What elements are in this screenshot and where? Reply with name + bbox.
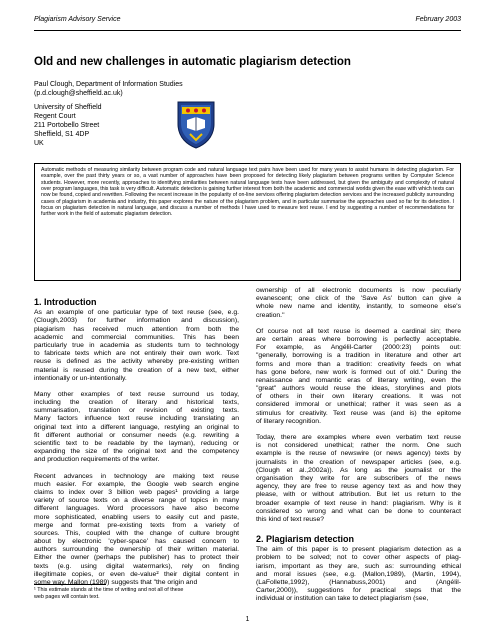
abstract-box: Automatic methods of measuring similarity between program code and natural language text pairs have been used for many years to assist humans in detecting plagiarism. For example, over the past thirty years or so, a vast number of approaches have been proposed for detecting likely plagiarism between programs written by Computer Science students. However, more recently, approaches to identifying similarities between natural language texts have been addressed, but given the ambiguity and complexity of natural over program languages, this task is very difficult. Automatic detection is gaining further interest from both the academic and commercial worlds given the ease with which texts can now be found, copied and rewritten. Following the recent increase in the popularity of on-line services offering plagiarism detection services and the increased publicity surrounding cases of plagiarism in academia and industry, this paper explores the nature of the plagiarism problem, and in particular summarise the approaches used so far for its detection. I focus on plagiarism detection in natural language, and discuss a number of methods I have used to measure text reuse. I end by suggesting a number of recommendations for further work in the field of automatic plagiarism detection. [34,163,461,281]
text-line: academic and commercial communities. This has been [34,333,239,341]
text-line: considered so wrong and what can be done to counteract [256,507,461,515]
text-line: claims to index over 3 billion web pages¹ providing a large [34,488,239,496]
text-line: variety of source texts on a diverse range of topics in many [34,497,239,505]
text-line: about by electronic 'cyber-space' has caused concern to [34,538,239,546]
text-line: please, with or without attribution. But let us return to the [256,491,461,499]
author-email: (p.d.clough@sheffield.ac.uk) [34,90,123,97]
text-line: summarisation, translation or revision of existing texts. [34,407,239,415]
text-line: For example, as Angélil-Carter (2000:23) points out: [256,344,461,352]
body-paragraph [256,328,461,426]
text-line: example is the reuse of newswire (or news agency) texts by [256,450,461,458]
text-line: particularly true in academia as students turn to technology [34,341,239,349]
text-line: As an example of one particular type of text reuse (see, e.g. [34,309,239,317]
paper-title: Old and new challenges in automatic plagiarism detection [34,56,351,68]
body-paragraph [256,434,461,524]
text-line: fit different authorial or consumer needs (e.g. rewriting a [34,431,239,439]
text-line: Many factors influence text reuse including translating an [34,415,239,423]
text-line: much easier. For example, the Google web search engine [34,480,239,488]
header-rule [34,30,461,31]
body-paragraph [256,546,461,603]
text-line: to fabricate texts which are not entirely their own work. Text [34,350,239,358]
text-line: creation." [256,311,285,319]
text-line: agency, they are free to reuse agency text as and how they [256,483,461,491]
text-line: whole new name and identity, instantly, to someone else's [256,303,461,311]
section-heading-plagiarism-detection: 2. Plagiarism detection [256,534,355,545]
text-line: evanescent; one click of the 'Save As' button can give a [256,295,461,303]
text-line: original text into a different language, restyling an original to [34,423,239,431]
text-line: Today, there are examples where even verbatim text reuse [256,434,461,441]
text-line: (LaFollette,1992), (Hannabuss,2001) and (Angélil- [256,579,461,587]
text-line: plagiarism has received much attention from both the [34,325,239,333]
body-paragraph [34,391,239,465]
text-line: journalists in the creation of newspaper articles (see, e.g. [256,458,461,466]
text-line: Recent advances in technology are making text reuse [34,472,239,480]
text-line: (Clough et al.,2002a)). As long as the journalist or the [256,466,461,474]
text-line: organisation they write for are subscribers of the news [256,474,461,482]
text-line: ownership of all electronic documents is now peculiarly [256,287,461,294]
footnote [34,587,234,601]
text-line: scientific text to be readable by the layman), reducing or [34,440,239,448]
text-line: authors surrounding the ownership of their written material. [34,546,239,554]
text-line: more sophisticated, enabling users to easily cut and paste, [34,513,239,521]
text-line: Many other examples of text reuse surround us today, [34,390,239,398]
text-line: "generally, borrowing is a tradition in literature and other art [256,352,461,360]
text-line: Carter,2000)), suggestions for practical steps that the [256,587,461,595]
text-line: "great" authors would reuse the ideas, storylines and plots [256,385,461,393]
running-header-left: Plagiarism Advisory Service [34,16,121,23]
text-line: has gone before, new work is formed out of old." During the [256,368,461,376]
footnote-line: ¹ This estimate stands at the time of writing and not all of these [34,587,184,593]
text-line: intentionally or un-intentionally. [34,374,127,382]
affiliation-block [34,103,102,148]
text-line: forms and more than a tradition: creativity feeds on what [256,360,461,368]
text-line: stimulus for creativity. Text reuse was (and is) the epitome [256,409,461,417]
text-line: broader example of text reuse in hand: plagiarism. Why is it [256,499,461,507]
text-line: and production requirements of the writer. [34,456,160,464]
running-header [34,16,461,28]
text-line: Either the owner (perhaps the publisher) has to protect their [34,554,239,562]
text-line: including the creation of literary and historical texts, [34,399,239,407]
affiliation-line: 211 Portobello Street [34,122,100,129]
text-line: is not considered unethical; rather the norm. One such [256,442,461,450]
footnote-line: web pages will contain text. [34,594,100,600]
right-column [256,287,461,612]
affiliation-line: University of Sheffield [34,104,102,111]
text-line: individual or institution can take to detect plagiarism (see, [256,595,429,603]
text-line: considered immoral or unethical; rather it was seen as a [256,401,461,409]
text-line: some way. Mallon (1989) suggests that "the origin and [34,579,198,587]
body-paragraph [34,473,239,588]
running-header-right: February 2003 [415,16,461,23]
text-line: are certain areas where borrowing is perfectly acceptable. [256,335,461,343]
text-line: this kind of text reuse? [256,515,325,523]
text-line: renaissance and romantic eras of literary writing, even the [256,376,461,384]
text-line: illegitimate copies, or even de-value² their digital content in [34,570,239,578]
text-line: material is reused during the creation of a new text, either [34,366,239,374]
text-line: different languages. Word processors have also become [34,505,239,513]
body-paragraph [256,287,461,320]
text-line: expanding the size of the original text and the competency [34,448,239,456]
affiliation-line: Regent Court [34,113,76,120]
text-line: problem to be solved; not to cover other aspects of plag- [256,554,461,562]
text-line: Of course not all text reuse is deemed a cardinal sin; there [256,327,461,335]
text-line: merge and format pre-existing texts from a variety of [34,521,239,529]
author-name: Paul Clough, Department of Information Studies [34,81,183,88]
footnote-rule [34,584,106,585]
text-line: reuse is defined as the activity whereby pre-existing written [34,358,239,366]
text-line: The aim of this paper is to present plagiarism detection as a [256,546,461,554]
body-paragraph [34,309,239,383]
text-line: and moral issues (see, e.g. (Mallon,1989), (Martin, 1994), [256,570,461,578]
text-line: iarism, important as they are, such as: surrounding ethical [256,562,461,570]
text-line: texts (e.g. using digital watermarks), rely on finding [34,562,239,570]
text-line: of literary recognition. [256,417,321,425]
text-line: (Clough,2003) for further information and discussion), [34,317,239,325]
university-crest-logo [174,98,218,150]
text-line: of others in their own literary creations. It was not [256,393,461,401]
page-number: 1 [245,616,250,623]
affiliation-line: UK [34,140,44,147]
author-block [34,80,183,98]
text-line: sources. This, coupled with the change of culture brought [34,529,239,537]
affiliation-line: Sheffield, S1 4DP [34,131,90,138]
left-column [34,287,239,595]
section-heading-introduction: 1. Introduction [34,297,97,307]
